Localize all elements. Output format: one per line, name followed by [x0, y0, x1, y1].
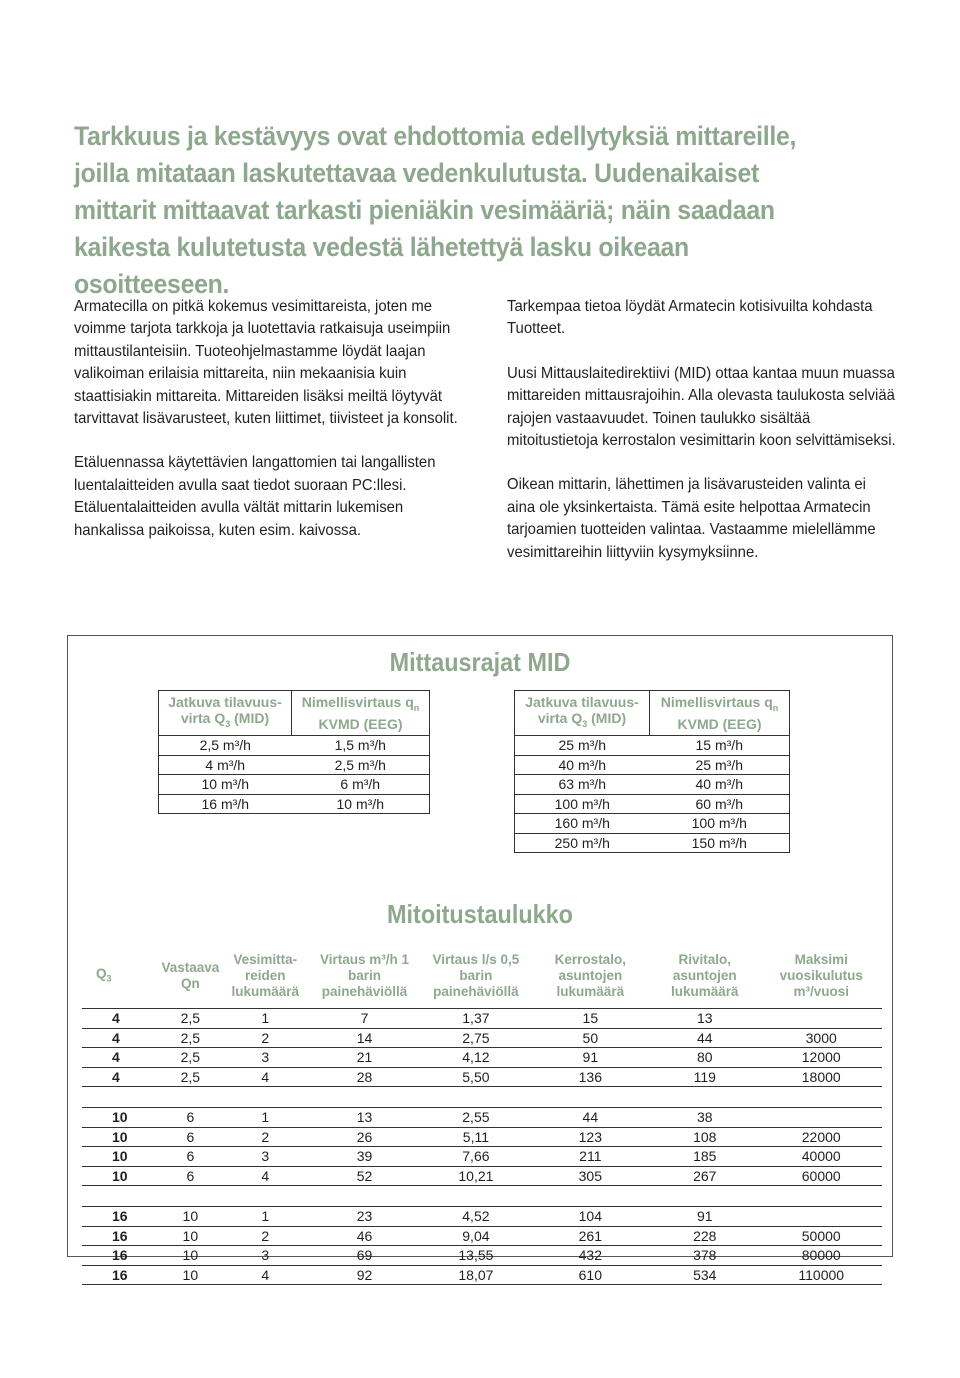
table-cell: 26: [309, 1127, 420, 1147]
table-cell: 2,55: [420, 1108, 531, 1128]
table-cell: 1,5 m³/h: [292, 736, 430, 756]
table-cell: 10 m³/h: [159, 775, 292, 795]
table-cell: 104: [532, 1207, 649, 1227]
table-cell: 18,07: [420, 1265, 531, 1285]
right-column: [507, 296, 927, 586]
left-paragraph-2: Etäluennassa käytettävien langattomien tai langallisten luentalaitteiden avulla saat tiedot suoraan PC:llesi. Etäluentalaitteiden avulla vältät mittarin lukemisen hankalissa paikoissa, kuten esim. kaivossa.: [74, 454, 436, 539]
table-row: [82, 1226, 882, 1246]
table-cell: 4: [222, 1166, 309, 1186]
table-cell: 16 m³/h: [159, 794, 292, 814]
table-cell: 44: [532, 1108, 649, 1128]
table-cell: 40000: [760, 1147, 882, 1167]
table-cell: 25 m³/h: [515, 736, 650, 756]
table-row: [515, 814, 790, 834]
table-cell: 6 m³/h: [292, 775, 430, 795]
table-cell: 40 m³/h: [650, 775, 790, 795]
table-cell: 21: [309, 1048, 420, 1068]
mit-header-flow-m3h: Virtaus m³/h 1 barin painehäviöllä: [319, 952, 410, 999]
mit-rows: [82, 1006, 882, 1285]
table-cell: 40 m³/h: [515, 755, 650, 775]
table-row: [515, 736, 790, 756]
table-cell: 6: [159, 1166, 222, 1186]
table-cell: 2,5 m³/h: [159, 736, 292, 756]
mid-header-q3: Jatkuva tilavuus-virta $Q_3$ (MID): [159, 691, 292, 736]
left-paragraph-1: Armatecilla on pitkä kokemus vesimittareista, joten me voimme tarjota tarkkoja ja luotettavia ratkaisuja useimpiin mittaustilanteisiin. Tuoteohjelmastamme löydät laajan valikoiman erilaisia mittareita, niin mekaanisia kuin staattisiakin mittareita. Mittareiden lisäksi meiltä löytyvät tarvittavat lisävarusteet, kuten liittimet, tiivisteet ja konsolit.: [74, 298, 458, 428]
mit-header-q3: $Q_3$: [96, 965, 112, 984]
mid-left-rows: [159, 736, 430, 814]
left-column: [74, 296, 494, 564]
group-spacer: [82, 1186, 882, 1207]
table-row: [159, 736, 430, 756]
table-cell: 6: [159, 1147, 222, 1167]
table-row: [515, 794, 790, 814]
table-cell: 91: [649, 1207, 760, 1227]
table-cell: 3: [222, 1246, 309, 1266]
table-cell: 10: [159, 1207, 222, 1227]
table-cell: 5,50: [420, 1067, 531, 1087]
table-cell: 38: [649, 1108, 760, 1128]
table-cell: 108: [649, 1127, 760, 1147]
table-cell: 10 m³/h: [292, 794, 430, 814]
mid-header-qn-right: Nimellisvirtaus $q_n$ KVMD (EEG): [650, 691, 790, 736]
table-row: [82, 1265, 882, 1285]
table-cell: 23: [309, 1207, 420, 1227]
table-cell: 100 m³/h: [650, 814, 790, 834]
table-cell: 16: [82, 1246, 159, 1266]
table-cell: 6: [159, 1108, 222, 1128]
table-cell: 110000: [760, 1265, 882, 1285]
mid-header-q3-right: Jatkuva tilavuus-virta $Q_3$ (MID): [515, 691, 650, 736]
table-cell: 12000: [760, 1048, 882, 1068]
table-cell: 228: [649, 1226, 760, 1246]
table-cell: 3000: [760, 1028, 882, 1048]
table-cell: 2,5: [159, 1067, 222, 1087]
group-spacer: [82, 1087, 882, 1108]
table-row: [82, 1028, 882, 1048]
mit-header-apartments: Kerrostalo, asuntojen lukumäärä: [554, 952, 626, 999]
table-cell: 1: [222, 1207, 309, 1227]
table-cell: 2,5 m³/h: [292, 755, 430, 775]
table-row: [82, 1067, 882, 1087]
table-cell: 4,12: [420, 1048, 531, 1068]
table-cell: 4: [82, 1028, 159, 1048]
mit-header-qn: Vastaava Qn: [161, 960, 220, 991]
table-cell: 150 m³/h: [650, 833, 790, 853]
table-cell: 10: [159, 1226, 222, 1246]
table-cell: 60000: [760, 1166, 882, 1186]
table-cell: 91: [532, 1048, 649, 1068]
table-cell: 1,37: [420, 1009, 531, 1029]
table-cell: 305: [532, 1166, 649, 1186]
table-cell: 10,21: [420, 1166, 531, 1186]
right-paragraph-2: Uusi Mittauslaitedirektiivi (MID) ottaa kantaa muun muassa mittareiden mittausrajoihin. Alla olevasta taulukosta selviää rajojen vastaavuudet. Toinen taulukko sisältää mitoitustietoja kerrostalon vesimittarin koon selvittämiseksi.: [507, 364, 896, 450]
table-cell: 25 m³/h: [650, 755, 790, 775]
table-cell: 16: [82, 1265, 159, 1285]
table-row: [82, 1048, 882, 1068]
table-cell: 4: [82, 1067, 159, 1087]
table-cell: 123: [532, 1127, 649, 1147]
table-cell: 15 m³/h: [650, 736, 790, 756]
table-cell: 44: [649, 1028, 760, 1048]
table-cell: 39: [309, 1147, 420, 1167]
table-cell: 18000: [760, 1067, 882, 1087]
table-cell: 2: [222, 1127, 309, 1147]
table-cell: 2,5: [159, 1048, 222, 1068]
table-cell: 46: [309, 1226, 420, 1246]
table-cell: 185: [649, 1147, 760, 1167]
right-paragraph-3: Oikean mittarin, lähettimen ja lisävarusteiden valinta ei aina ole yksinkertaista. Tämä esite helpottaa Armatecin tarjoamien tuotteiden valintaa. Vastaamme mielellämme vesimittareihin liittyviin kysymyksiinne.: [507, 476, 876, 561]
table-cell: 13: [309, 1108, 420, 1128]
mid-title: Mittausrajat MID: [389, 647, 571, 677]
right-paragraph-1: Tarkempaa tietoa löydät Armatecin kotisivuilta kohdasta Tuotteet.: [507, 298, 873, 338]
table-cell: 3: [222, 1048, 309, 1068]
table-cell: 9,04: [420, 1226, 531, 1246]
table-cell: 10: [159, 1265, 222, 1285]
table-cell: 80000: [760, 1246, 882, 1266]
table-row: [159, 755, 430, 775]
table-cell: 267: [649, 1166, 760, 1186]
table-cell: [760, 1108, 882, 1128]
mit-header-flow-ls: Virtaus l/s 0,5 barin painehäviöllä: [432, 952, 520, 999]
table-cell: [760, 1207, 882, 1227]
table-cell: 69: [309, 1246, 420, 1266]
table-row: [82, 1166, 882, 1186]
mit-header-max: Maksimi vuosikulutus m³/vuosi: [779, 952, 863, 999]
table-cell: 378: [649, 1246, 760, 1266]
table-cell: 2: [222, 1028, 309, 1048]
table-cell: 80: [649, 1048, 760, 1068]
table-row: [515, 775, 790, 795]
lead-paragraph: Tarkkuus ja kestävyys ovat ehdottomia edellytyksiä mittareille, joilla mitataan laskutettavaa vedenkulutusta. Uudenaikaiset mittarit mittaavat tarkasti pieniäkin vesimääriä; näin saadaan kaikesta kulutetusta vedestä lähetettyä lasku oikeaan osoitteeseen.: [74, 121, 797, 299]
table-row: [159, 775, 430, 795]
table-cell: 610: [532, 1265, 649, 1285]
mit-title: Mitoitustaulukko: [387, 899, 573, 929]
table-cell: 22000: [760, 1127, 882, 1147]
table-cell: 52: [309, 1166, 420, 1186]
table-cell: 5,11: [420, 1127, 531, 1147]
table-cell: 432: [532, 1246, 649, 1266]
table-row: [82, 1108, 882, 1128]
table-cell: 2: [222, 1226, 309, 1246]
table-cell: 50000: [760, 1226, 882, 1246]
table-cell: 211: [532, 1147, 649, 1167]
table-cell: 4: [82, 1009, 159, 1029]
table-cell: 4 m³/h: [159, 755, 292, 775]
table-row: [82, 1246, 882, 1266]
table-cell: 4: [222, 1265, 309, 1285]
table-cell: 250 m³/h: [515, 833, 650, 853]
mid-table-left: [158, 690, 430, 814]
table-cell: 16: [82, 1207, 159, 1227]
table-cell: 2,5: [159, 1028, 222, 1048]
table-row: [82, 1147, 882, 1167]
table-cell: 14: [309, 1028, 420, 1048]
mid-table-right: [514, 690, 790, 853]
mid-right-rows: [515, 736, 790, 853]
table-cell: 6: [159, 1127, 222, 1147]
table-cell: 136: [532, 1067, 649, 1087]
table-cell: 160 m³/h: [515, 814, 650, 834]
table-cell: 534: [649, 1265, 760, 1285]
table-cell: 60 m³/h: [650, 794, 790, 814]
table-cell: 63 m³/h: [515, 775, 650, 795]
table-cell: 1: [222, 1108, 309, 1128]
table-cell: 1: [222, 1009, 309, 1029]
table-row: [82, 1127, 882, 1147]
table-cell: 119: [649, 1067, 760, 1087]
table-cell: 7: [309, 1009, 420, 1029]
table-cell: 92: [309, 1265, 420, 1285]
table-row: [82, 1009, 882, 1029]
table-cell: 3: [222, 1147, 309, 1167]
table-cell: 50: [532, 1028, 649, 1048]
table-cell: 10: [82, 1108, 159, 1128]
table-cell: 10: [82, 1127, 159, 1147]
table-cell: 100 m³/h: [515, 794, 650, 814]
table-row: [159, 794, 430, 814]
table-row: [82, 1207, 882, 1227]
table-cell: 10: [82, 1147, 159, 1167]
table-cell: 13,55: [420, 1246, 531, 1266]
table-cell: 10: [159, 1246, 222, 1266]
mid-header-qn: Nimellisvirtaus $q_n$ KVMD (EEG): [292, 691, 430, 736]
table-cell: 261: [532, 1226, 649, 1246]
table-cell: 4: [82, 1048, 159, 1068]
table-cell: 10: [82, 1166, 159, 1186]
table-cell: 16: [82, 1226, 159, 1246]
table-cell: 4,52: [420, 1207, 531, 1227]
mit-header-rowhouses: Rivitalo, asuntojen lukumäärä: [670, 952, 739, 999]
table-cell: 13: [649, 1009, 760, 1029]
mit-header-count: Vesimitta-reiden lukumäärä: [231, 952, 300, 999]
table-cell: [760, 1009, 882, 1029]
table-cell: 2,5: [159, 1009, 222, 1029]
table-row: [515, 833, 790, 853]
table-cell: 7,66: [420, 1147, 531, 1167]
table-cell: 4: [222, 1067, 309, 1087]
table-cell: 28: [309, 1067, 420, 1087]
table-row: [515, 755, 790, 775]
table-cell: 2,75: [420, 1028, 531, 1048]
table-cell: 15: [532, 1009, 649, 1029]
mit-table: [82, 946, 882, 1285]
